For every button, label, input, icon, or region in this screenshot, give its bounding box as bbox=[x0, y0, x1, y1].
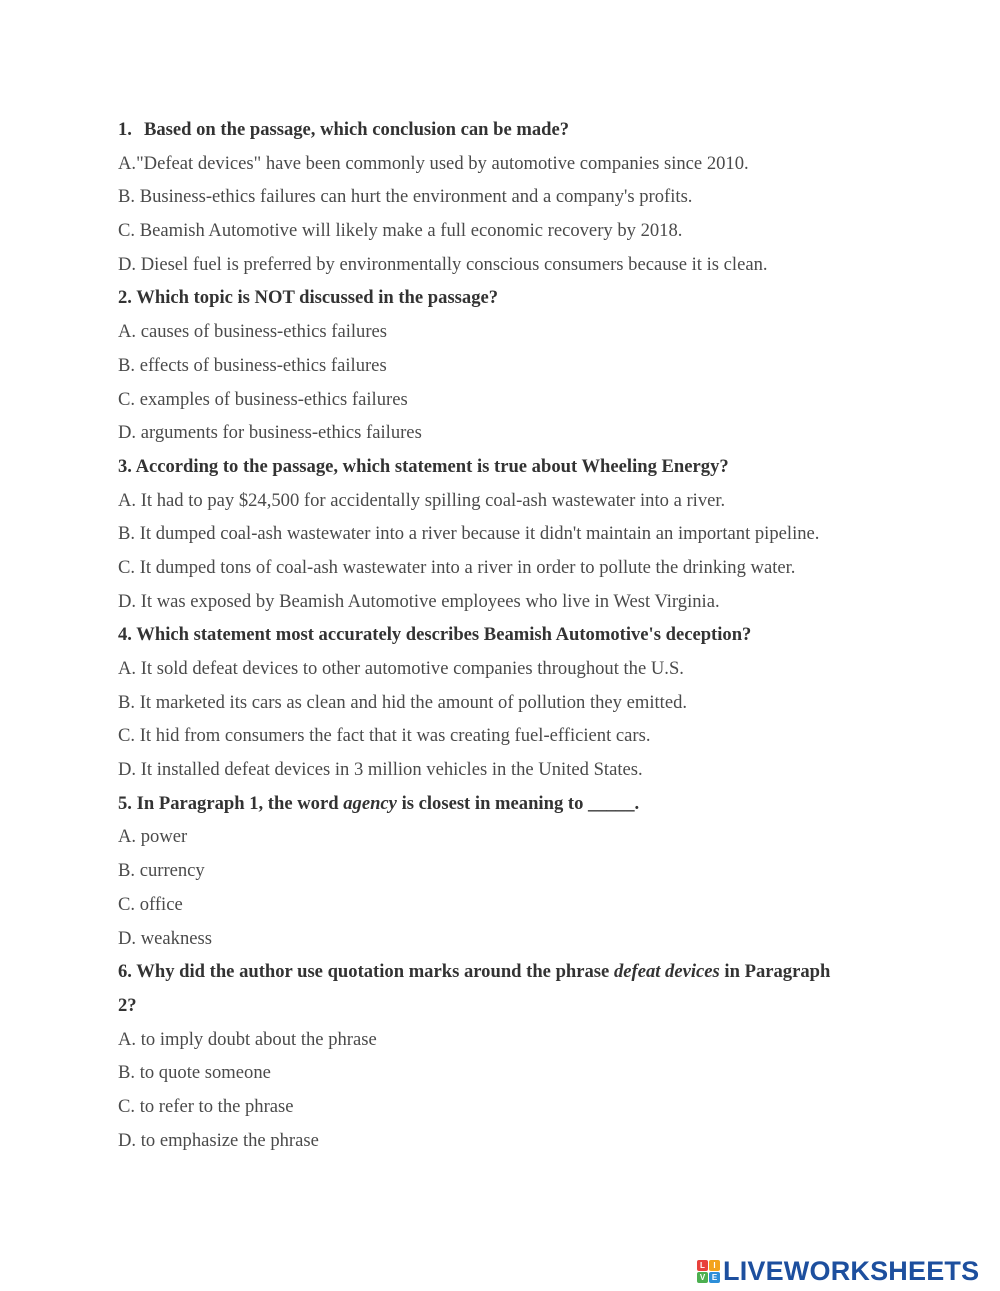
option-4d[interactable]: D. It installed defeat devices in 3 million vehicles in the United States. bbox=[118, 759, 643, 781]
option-1a[interactable]: A."Defeat devices" have been commonly used by automotive companies since 2010. bbox=[118, 152, 749, 174]
question-italic-term: agency bbox=[343, 792, 397, 814]
liveworksheets-logo[interactable] bbox=[697, 1254, 979, 1288]
option-1b[interactable]: B. Business-ethics failures can hurt the environment and a company's profits. bbox=[118, 186, 693, 208]
question-6-wrap: 2? bbox=[118, 994, 137, 1016]
logo-text: LIVEWORKSHEETS bbox=[723, 1255, 980, 1286]
option-5a[interactable]: A. power bbox=[118, 826, 188, 848]
option-6a[interactable]: A. to imply doubt about the phrase bbox=[118, 1028, 377, 1050]
question-4 bbox=[118, 618, 918, 652]
option-4b[interactable]: B. It marketed its cars as clean and hid the amount of pollution they emitted. bbox=[118, 691, 688, 713]
question-1 bbox=[118, 113, 918, 147]
option-4a[interactable]: A. It sold defeat devices to other automotive companies throughout the U.S. bbox=[118, 658, 684, 679]
question-italic-term: defeat devices bbox=[613, 961, 720, 983]
option-1d[interactable]: D. Diesel fuel is preferred by environmentally conscious consumers because it is clean. bbox=[118, 253, 768, 275]
question-number: 3. bbox=[118, 455, 132, 477]
option-2a[interactable]: A. causes of business-ethics failures bbox=[118, 321, 388, 343]
question-text: Which topic is NOT discussed in the passage? bbox=[136, 287, 499, 309]
logo-mark-cell: L bbox=[697, 1260, 708, 1271]
question-number: 1. bbox=[118, 119, 132, 140]
question-2 bbox=[118, 281, 918, 315]
option-6c[interactable]: C. to refer to the phrase bbox=[118, 1095, 294, 1117]
option-1c[interactable]: C. Beamish Automotive will likely make a full economic recovery by 2018. bbox=[118, 220, 683, 242]
option-3b[interactable]: B. It dumped coal-ash wastewater into a river because it didn't maintain an important pipeline. bbox=[118, 523, 820, 545]
logo-mark-cell: V bbox=[697, 1272, 708, 1283]
question-text-before: Why did the author use quotation marks around the phrase bbox=[136, 961, 614, 983]
question-text: Based on the passage, which conclusion can be made? bbox=[143, 119, 570, 140]
option-5c[interactable]: C. office bbox=[118, 893, 183, 915]
question-3 bbox=[118, 450, 918, 484]
question-number: 2. bbox=[118, 287, 132, 309]
logo-mark-cell: E bbox=[709, 1272, 720, 1283]
option-2b[interactable]: B. effects of business-ethics failures bbox=[118, 354, 387, 376]
question-5 bbox=[118, 787, 918, 821]
option-6b[interactable]: B. to quote someone bbox=[118, 1062, 271, 1084]
question-text-after: is closest in meaning to _____. bbox=[396, 792, 640, 814]
question-6 bbox=[118, 955, 918, 989]
question-number: 4. bbox=[118, 624, 132, 646]
option-3a[interactable]: A. It had to pay $24,500 for accidentally spilling coal-ash wastewater into a river. bbox=[118, 489, 726, 511]
question-text-before: In Paragraph 1, the word bbox=[136, 792, 344, 814]
option-3c[interactable]: C. It dumped tons of coal-ash wastewater into a river in order to pollute the drinking water. bbox=[118, 556, 796, 578]
option-4c[interactable]: C. It hid from consumers the fact that it was creating fuel-efficient cars. bbox=[118, 725, 651, 747]
question-number: 6. bbox=[118, 961, 132, 983]
question-text: According to the passage, which statement is true about Wheeling Energy? bbox=[135, 455, 729, 477]
question-text: Which statement most accurately describes Beamish Automotive's deception? bbox=[136, 624, 752, 646]
option-5b[interactable]: B. currency bbox=[118, 860, 205, 882]
option-2c[interactable]: C. examples of business-ethics failures bbox=[118, 388, 408, 410]
option-3d[interactable]: D. It was exposed by Beamish Automotive employees who live in West Virginia. bbox=[118, 590, 720, 612]
question-text-after: in Paragraph bbox=[719, 961, 831, 983]
option-5d[interactable]: D. weakness bbox=[118, 927, 212, 949]
logo-mark-icon bbox=[697, 1260, 720, 1283]
question-number: 5. bbox=[118, 792, 132, 814]
logo-mark-cell: I bbox=[709, 1260, 720, 1271]
question-list bbox=[118, 113, 918, 1157]
option-2d[interactable]: D. arguments for business-ethics failures bbox=[118, 422, 422, 444]
option-6d[interactable]: D. to emphasize the phrase bbox=[118, 1129, 319, 1151]
